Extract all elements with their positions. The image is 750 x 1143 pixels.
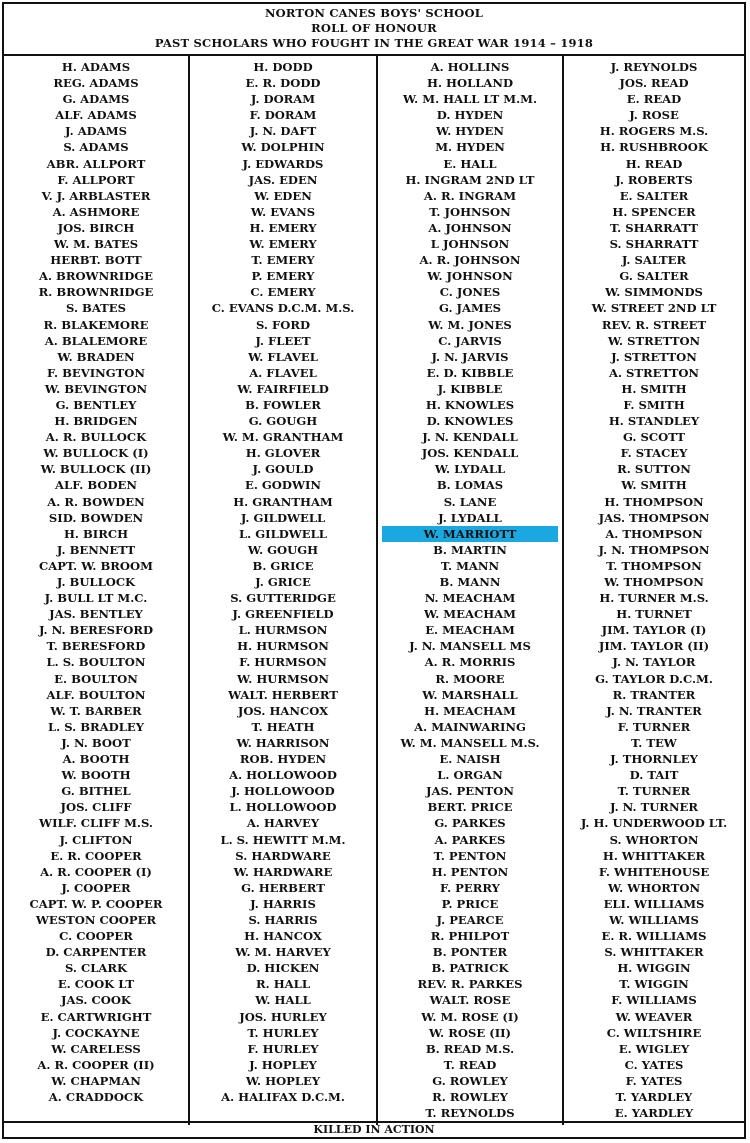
name-entry: W. EDEN — [254, 188, 312, 203]
name-entry: F. DORAM — [249, 108, 317, 123]
name-entry: L. HOLLOWOOD — [229, 800, 337, 815]
name-entry: C. EMERY — [250, 285, 316, 300]
highlighted-name-entry: W. MARRIOTT — [382, 526, 558, 542]
name-entry: R. ROWLEY — [432, 1090, 508, 1104]
name-entry: G. ADAMS — [62, 92, 130, 107]
name-entry: ALF. BOULTON — [46, 687, 146, 702]
name-entry: W. HYDEN — [435, 124, 504, 139]
name-entry: W. M. BATES — [53, 237, 139, 252]
name-entry: C. YATES — [624, 1057, 684, 1072]
name-entry: W. SMITH — [621, 478, 687, 493]
name-entry: W. BULLOCK (II) — [40, 462, 152, 477]
name-entry: W. HARRISON — [236, 735, 330, 750]
name-entry: JOS. READ — [619, 76, 689, 91]
name-column-3 — [378, 56, 564, 1125]
name-entry: W. BRADEN — [57, 349, 135, 364]
name-entry: W. HARDWARE — [233, 864, 333, 879]
name-entry: F. BEVINGTON — [46, 365, 145, 380]
name-entry: E. WIGLEY — [618, 1041, 690, 1056]
name-entry: E. GODWIN — [244, 478, 321, 493]
name-entry: H. KNOWLES — [425, 397, 515, 412]
name-entry: L. S. BOULTON — [46, 655, 146, 670]
name-entry: REV. R. STREET — [601, 317, 707, 332]
footer-caption: KILLED IN ACTION — [4, 1121, 744, 1137]
name-entry: A. R. JOHNSON — [419, 253, 521, 268]
name-entry: A. HALIFAX D.C.M. — [221, 1090, 345, 1104]
name-entry: J. SALTER — [621, 253, 687, 268]
name-entry: A. STRETTON — [608, 365, 700, 380]
name-entry: W. FLAVEL — [248, 349, 318, 364]
name-entry: H. PENTON — [431, 864, 509, 879]
name-entry: H. TURNER M.S. — [599, 591, 709, 606]
name-entry: J. HARRIS — [250, 896, 316, 911]
name-entry: J. KIBBLE — [437, 381, 503, 396]
name-entry: T. JOHNSON — [429, 204, 511, 219]
name-entry: J. GREENFIELD — [232, 607, 334, 622]
name-entry: A. THOMPSON — [605, 526, 703, 541]
name-entry: L. S. BRADLEY — [47, 719, 144, 734]
name-entry: J. N. JARVIS — [431, 349, 509, 364]
name-entry: A. BLALEMORE — [44, 333, 148, 348]
name-entry: L. GILDWELL — [239, 526, 327, 541]
name-entry: JIM. TAYLOR (I) — [601, 623, 707, 638]
name-entry: C. JONES — [439, 285, 501, 300]
name-entry: H. BRIDGEN — [54, 414, 138, 429]
name-entry: R. PHILPOT — [430, 929, 510, 944]
name-entry: H. GLOVER — [245, 446, 321, 461]
name-entry: R. TRANTER — [612, 687, 696, 702]
name-entry: ROB. HYDEN — [239, 752, 327, 767]
name-entry: C. WILTSHIRE — [606, 1025, 702, 1040]
name-entry: S. CLARK — [64, 961, 128, 976]
name-entry: B. MANN — [439, 575, 501, 589]
name-entry: J. HOPLEY — [249, 1057, 317, 1072]
name-entry: F. ALLPORT — [57, 172, 135, 187]
name-entry: SID. BOWDEN — [48, 510, 144, 525]
name-entry: JOS. BIRCH — [57, 220, 135, 235]
name-entry: L. ORGAN — [437, 768, 503, 783]
name-entry: T. MANN — [440, 558, 500, 573]
name-entry: S. ADAMS — [63, 140, 129, 155]
name-entry: JAS. EDEN — [248, 172, 318, 187]
name-entry: P. EMERY — [251, 269, 315, 284]
name-entry: D. TAIT — [629, 768, 679, 783]
name-entry: E. NAISH — [439, 752, 501, 767]
name-entry: H. WIGGIN — [617, 961, 691, 976]
name-entry: CAPT. W. P. COOPER — [29, 896, 163, 911]
name-entry: A. ASHMORE — [52, 204, 140, 219]
name-entry: H. MEACHAM — [424, 703, 516, 718]
name-entry: A. BOOTH — [62, 752, 130, 767]
name-entry: W. SIMMONDS — [605, 285, 703, 300]
name-entry: A. R. COOPER (II) — [37, 1057, 155, 1072]
name-entry: D. HYDEN — [436, 108, 504, 123]
name-entry: JAS. PENTON — [426, 784, 514, 799]
name-entry: W. HURMSON — [237, 671, 329, 686]
name-entry: R. MOORE — [435, 671, 505, 686]
name-entry: W. WEAVER — [615, 1009, 693, 1024]
name-entry: J. DORAM — [250, 92, 316, 107]
name-entry: J. STRETTON — [611, 349, 697, 364]
name-entry: F. HURMSON — [239, 655, 327, 670]
name-entry: G. ROWLEY — [432, 1073, 508, 1088]
name-entry: W. STRETTON — [607, 333, 701, 348]
name-entry: A. FLAVEL — [249, 365, 317, 380]
name-entry: F. YATES — [625, 1073, 683, 1088]
page-subtitle: PAST SCHOLARS WHO FOUGHT IN THE GREAT WAR 1914 – 1918 — [154, 36, 594, 50]
name-entry: JOS. HURLEY — [239, 1009, 327, 1024]
school-name: NORTON CANES BOYS' SCHOOL — [264, 6, 484, 20]
name-entry: W. MEACHAM — [424, 607, 516, 622]
name-entry: W. M. MANSELL M.S. — [400, 735, 540, 750]
name-entry: W. FAIRFIELD — [237, 381, 329, 396]
name-entry: T. READ — [443, 1057, 497, 1072]
name-entry: H. TURNET — [616, 607, 692, 622]
name-entry: J. BENNETT — [56, 542, 136, 557]
name-entry: F. WHITEHOUSE — [598, 864, 710, 879]
name-entry: H. HURMSON — [237, 639, 329, 654]
name-entry: T. EMERY — [251, 253, 315, 268]
name-entry: C. COOPER — [59, 929, 133, 944]
name-entry: W. CARELESS — [51, 1041, 141, 1056]
name-entry: G. GOUGH — [248, 414, 318, 429]
name-entry: W. WHORTON — [607, 880, 701, 895]
name-entry: JAS. BENTLEY — [49, 607, 143, 622]
name-entry: W. THOMPSON — [604, 575, 704, 589]
name-entry: T. SHARRATT — [610, 220, 698, 235]
name-entry: J. PEARCE — [436, 912, 504, 927]
name-entry: BERT. PRICE — [427, 800, 513, 815]
name-entry: WALT. HERBERT — [228, 687, 338, 702]
name-entry: WESTON COOPER — [35, 912, 157, 927]
name-entry: J. ROBERTS — [615, 172, 693, 187]
name-entry: W. EVANS — [250, 204, 316, 219]
name-entry: J. N. DAFT — [249, 124, 317, 139]
name-entry: A. R. MORRIS — [424, 655, 516, 670]
name-entry: D. CARPENTER — [45, 945, 147, 960]
name-entry: W. BOOTH — [61, 768, 131, 783]
name-entry: A. HOLLOWOOD — [229, 768, 337, 783]
name-entry: W. WILLIAMS — [609, 912, 699, 927]
name-entry: W. M. HALL LT M.M. — [402, 92, 538, 107]
name-entry: C. JARVIS — [438, 333, 502, 348]
name-entry: T. REYNOLDS — [425, 1106, 515, 1121]
name-entry: J. N. TRANTER — [606, 703, 702, 718]
name-entry: F. HURLEY — [247, 1041, 319, 1056]
name-entry: CAPT. W. BROOM — [39, 558, 153, 573]
name-entry: W. BEVINGTON — [44, 381, 148, 396]
name-column-2 — [190, 56, 378, 1125]
name-entry: JAS. COOK — [60, 993, 131, 1008]
name-entry: G. HERBERT — [241, 880, 325, 895]
name-entry: H. STANDLEY — [608, 414, 700, 429]
name-entry: T. HURLEY — [247, 1025, 319, 1040]
name-entry: A. BROWNRIDGE — [38, 269, 154, 284]
name-columns — [4, 56, 744, 1125]
name-entry: WILF. CLIFF M.S. — [39, 816, 153, 831]
name-entry: L JOHNSON — [430, 237, 510, 252]
name-entry: B. MARTIN — [433, 542, 507, 557]
name-entry: J. BULL LT M.C. — [44, 591, 148, 606]
name-entry: H. READ — [625, 156, 683, 171]
name-entry: J. EDWARDS — [242, 156, 324, 171]
name-entry: W. JOHNSON — [427, 269, 513, 284]
name-entry: J. N. MANSELL MS — [409, 639, 531, 654]
name-entry: J. ADAMS — [65, 124, 127, 139]
name-entry: W. BULLOCK (I) — [43, 446, 149, 461]
name-entry: G. SCOTT — [622, 430, 686, 445]
name-entry: L. HURMSON — [238, 623, 328, 638]
name-entry: A. HOLLINS — [430, 60, 510, 74]
name-entry: J. THORNLEY — [610, 752, 698, 767]
name-entry: W. EMERY — [249, 237, 317, 252]
name-entry: A. R. BOWDEN — [47, 494, 145, 509]
name-entry: W. MARSHALL — [422, 687, 518, 702]
name-entry: V. J. ARBLASTER — [41, 188, 151, 203]
name-entry: A. HARVEY — [246, 816, 320, 831]
name-entry: J. GOULD — [252, 462, 314, 477]
name-entry: W. GOUGH — [247, 542, 319, 557]
name-entry: J. N. BOOT — [61, 735, 131, 750]
name-entry: G. BENTLEY — [55, 397, 137, 412]
name-entry: T. TURNER — [617, 784, 691, 799]
name-entry: H. HANCOX — [244, 929, 322, 944]
name-entry: H. EMERY — [249, 220, 317, 235]
page-title: ROLL OF HONOUR — [311, 21, 437, 35]
name-entry: E. SALTER — [619, 188, 689, 203]
name-entry: HERBT. BOTT — [50, 253, 142, 268]
name-entry: JAS. THOMPSON — [598, 510, 710, 525]
name-entry: JOS. KENDALL — [421, 446, 519, 461]
name-entry: W. M. GRANTHAM — [222, 430, 344, 445]
name-entry: T. PENTON — [433, 848, 507, 863]
name-entry: ALF. ADAMS — [55, 108, 137, 123]
name-entry: W. STREET 2ND LT — [591, 301, 717, 316]
name-entry: W. M. ROSE (I) — [421, 1009, 519, 1024]
name-entry: B. PONTER — [432, 945, 508, 960]
name-entry: J. BULLOCK — [56, 575, 136, 589]
name-entry: J. N. BERESFORD — [38, 623, 154, 638]
name-entry: L. S. HEWITT M.M. — [220, 832, 346, 847]
name-entry: J. CLIFTON — [59, 832, 133, 847]
name-entry: REV. R. PARKES — [417, 977, 523, 992]
name-entry: T. WIGGIN — [619, 977, 689, 992]
name-entry: F. STACEY — [620, 446, 688, 461]
name-entry: H. ROGERS M.S. — [599, 124, 709, 139]
name-entry: B. LOMAS — [436, 478, 504, 493]
name-entry: J. GRICE — [255, 575, 311, 589]
name-entry: F. PERRY — [440, 880, 500, 895]
name-column-4 — [564, 56, 744, 1125]
name-entry: J. N. THOMPSON — [598, 542, 710, 557]
name-entry: J. H. UNDERWOOD LT. — [580, 816, 728, 831]
name-entry: A. CRADDOCK — [48, 1090, 144, 1104]
name-entry: S. LANE — [443, 494, 497, 509]
name-entry: H. SMITH — [621, 381, 687, 396]
name-entry: E. R. COOPER — [50, 848, 142, 863]
name-entry: J. HOLLOWOOD — [231, 784, 335, 799]
name-entry: D. HICKEN — [246, 961, 320, 976]
name-entry: N. MEACHAM — [424, 591, 516, 606]
name-entry: R. BLAKEMORE — [43, 317, 149, 332]
name-entry: J. REYNOLDS — [610, 60, 698, 74]
roll-of-honour-board — [2, 2, 746, 1139]
name-entry: J. N. TAYLOR — [612, 655, 696, 670]
name-entry: W. ROSE (II) — [428, 1025, 512, 1040]
name-entry: E. HALL — [443, 156, 497, 171]
name-entry: W. HOPLEY — [245, 1073, 321, 1088]
name-entry: G. BITHEL — [61, 784, 131, 799]
name-entry: A. R. BULLOCK — [45, 430, 147, 445]
name-entry: A. JOHNSON — [428, 220, 512, 235]
name-entry: ABR. ALLPORT — [46, 156, 146, 171]
name-entry: E. COOK LT — [57, 977, 135, 992]
name-entry: S. FORD — [255, 317, 311, 332]
name-entry: REG. ADAMS — [53, 76, 139, 91]
name-entry: D. KNOWLES — [426, 414, 514, 429]
name-entry: G. JAMES — [438, 301, 502, 316]
name-entry: F. SMITH — [623, 397, 685, 412]
name-entry: J. FLEET — [255, 333, 311, 348]
name-entry: A. R. COOPER (I) — [40, 864, 152, 879]
name-entry: H. ADAMS — [61, 60, 131, 74]
name-entry: J. GILDWELL — [240, 510, 326, 525]
name-entry: B. PATRICK — [431, 961, 509, 976]
name-entry: W. M. JONES — [428, 317, 512, 332]
name-entry: JIM. TAYLOR (II) — [598, 639, 710, 654]
name-entry: H. SPENCER — [612, 204, 696, 219]
name-entry: H. DODD — [253, 60, 313, 74]
name-entry: R. SUTTON — [617, 462, 691, 477]
name-entry: WALT. ROSE — [429, 993, 511, 1008]
name-entry: T. YARDLEY — [615, 1090, 693, 1104]
name-entry: J. LYDALL — [438, 510, 502, 525]
name-entry: J. N. KENDALL — [422, 430, 518, 445]
name-entry: W. LYDALL — [434, 462, 506, 477]
name-entry: J. COCKAYNE — [52, 1025, 140, 1040]
name-entry: H. HOLLAND — [426, 76, 514, 91]
name-entry: F. WILLIAMS — [611, 993, 697, 1008]
name-entry: E. D. KIBBLE — [426, 365, 514, 380]
name-entry: H. WHITTAKER — [602, 848, 706, 863]
name-entry: E. R. WILLIAMS — [601, 929, 707, 944]
name-entry: M. HYDEN — [435, 140, 505, 155]
name-entry: H. GRANTHAM — [233, 494, 333, 509]
name-entry: J. N. TURNER — [609, 800, 699, 815]
name-entry: S. SHARRATT — [609, 237, 699, 252]
name-entry: E. CARTWRIGHT — [40, 1009, 152, 1024]
name-entry: W. M. HARVEY — [235, 945, 331, 960]
name-entry: H. INGRAM 2ND LT — [405, 172, 535, 187]
name-entry: R. HALL — [256, 977, 310, 992]
name-entry: E. READ — [626, 92, 682, 107]
name-entry: S. WHITTAKER — [604, 945, 704, 960]
name-entry: JOS. HANCOX — [237, 703, 329, 718]
name-entry: S. HARDWARE — [235, 848, 331, 863]
name-entry: A. MAINWARING — [414, 719, 526, 734]
name-entry: A. PARKES — [434, 832, 506, 847]
name-entry: E. BOULTON — [54, 671, 138, 686]
name-entry: A. R. INGRAM — [423, 188, 517, 203]
name-entry: W. T. BARBER — [50, 703, 142, 718]
name-entry: S. GUTTERIDGE — [230, 591, 336, 606]
name-entry: B. FOWLER — [245, 397, 321, 412]
name-entry: E. R. DODD — [245, 76, 321, 91]
name-entry: J. COOPER — [61, 880, 131, 895]
name-entry: E. YARDLEY — [614, 1106, 694, 1121]
name-entry: W. CHAPMAN — [51, 1073, 141, 1088]
header — [4, 4, 744, 56]
name-entry: ALF. BODEN — [55, 478, 137, 493]
name-entry: S. WHORTON — [609, 832, 699, 847]
name-entry: T. TEW — [631, 735, 677, 750]
name-entry: B. READ M.S. — [425, 1041, 515, 1056]
name-entry: H. RUSHBROOK — [600, 140, 708, 155]
name-entry: W. DOLPHIN — [241, 140, 325, 155]
name-entry: C. EVANS D.C.M. M.S. — [211, 301, 355, 316]
name-entry: G. PARKES — [434, 816, 506, 831]
name-entry: S. BATES — [65, 301, 127, 316]
name-column-1 — [4, 56, 190, 1125]
name-entry: JOS. CLIFF — [60, 800, 132, 815]
name-entry: P. PRICE — [441, 896, 499, 911]
name-entry: E. MEACHAM — [425, 623, 515, 638]
name-entry: G. TAYLOR D.C.M. — [595, 671, 713, 686]
name-entry: B. GRICE — [252, 558, 314, 573]
name-entry: H. BIRCH — [63, 526, 129, 541]
name-entry: T. HEATH — [251, 719, 315, 734]
name-entry: G. SALTER — [619, 269, 689, 284]
name-entry: T. THOMPSON — [606, 558, 702, 573]
name-entry: J. ROSE — [629, 108, 679, 123]
name-entry: T. BERESFORD — [46, 639, 146, 654]
name-entry: S. HARRIS — [248, 912, 318, 927]
name-entry: R. BROWNRIDGE — [38, 285, 154, 300]
name-entry: W. HALL — [255, 993, 311, 1008]
name-entry: ELI. WILLIAMS — [603, 896, 705, 911]
name-entry: F. TURNER — [617, 719, 691, 734]
name-entry: H. THOMPSON — [604, 494, 704, 509]
